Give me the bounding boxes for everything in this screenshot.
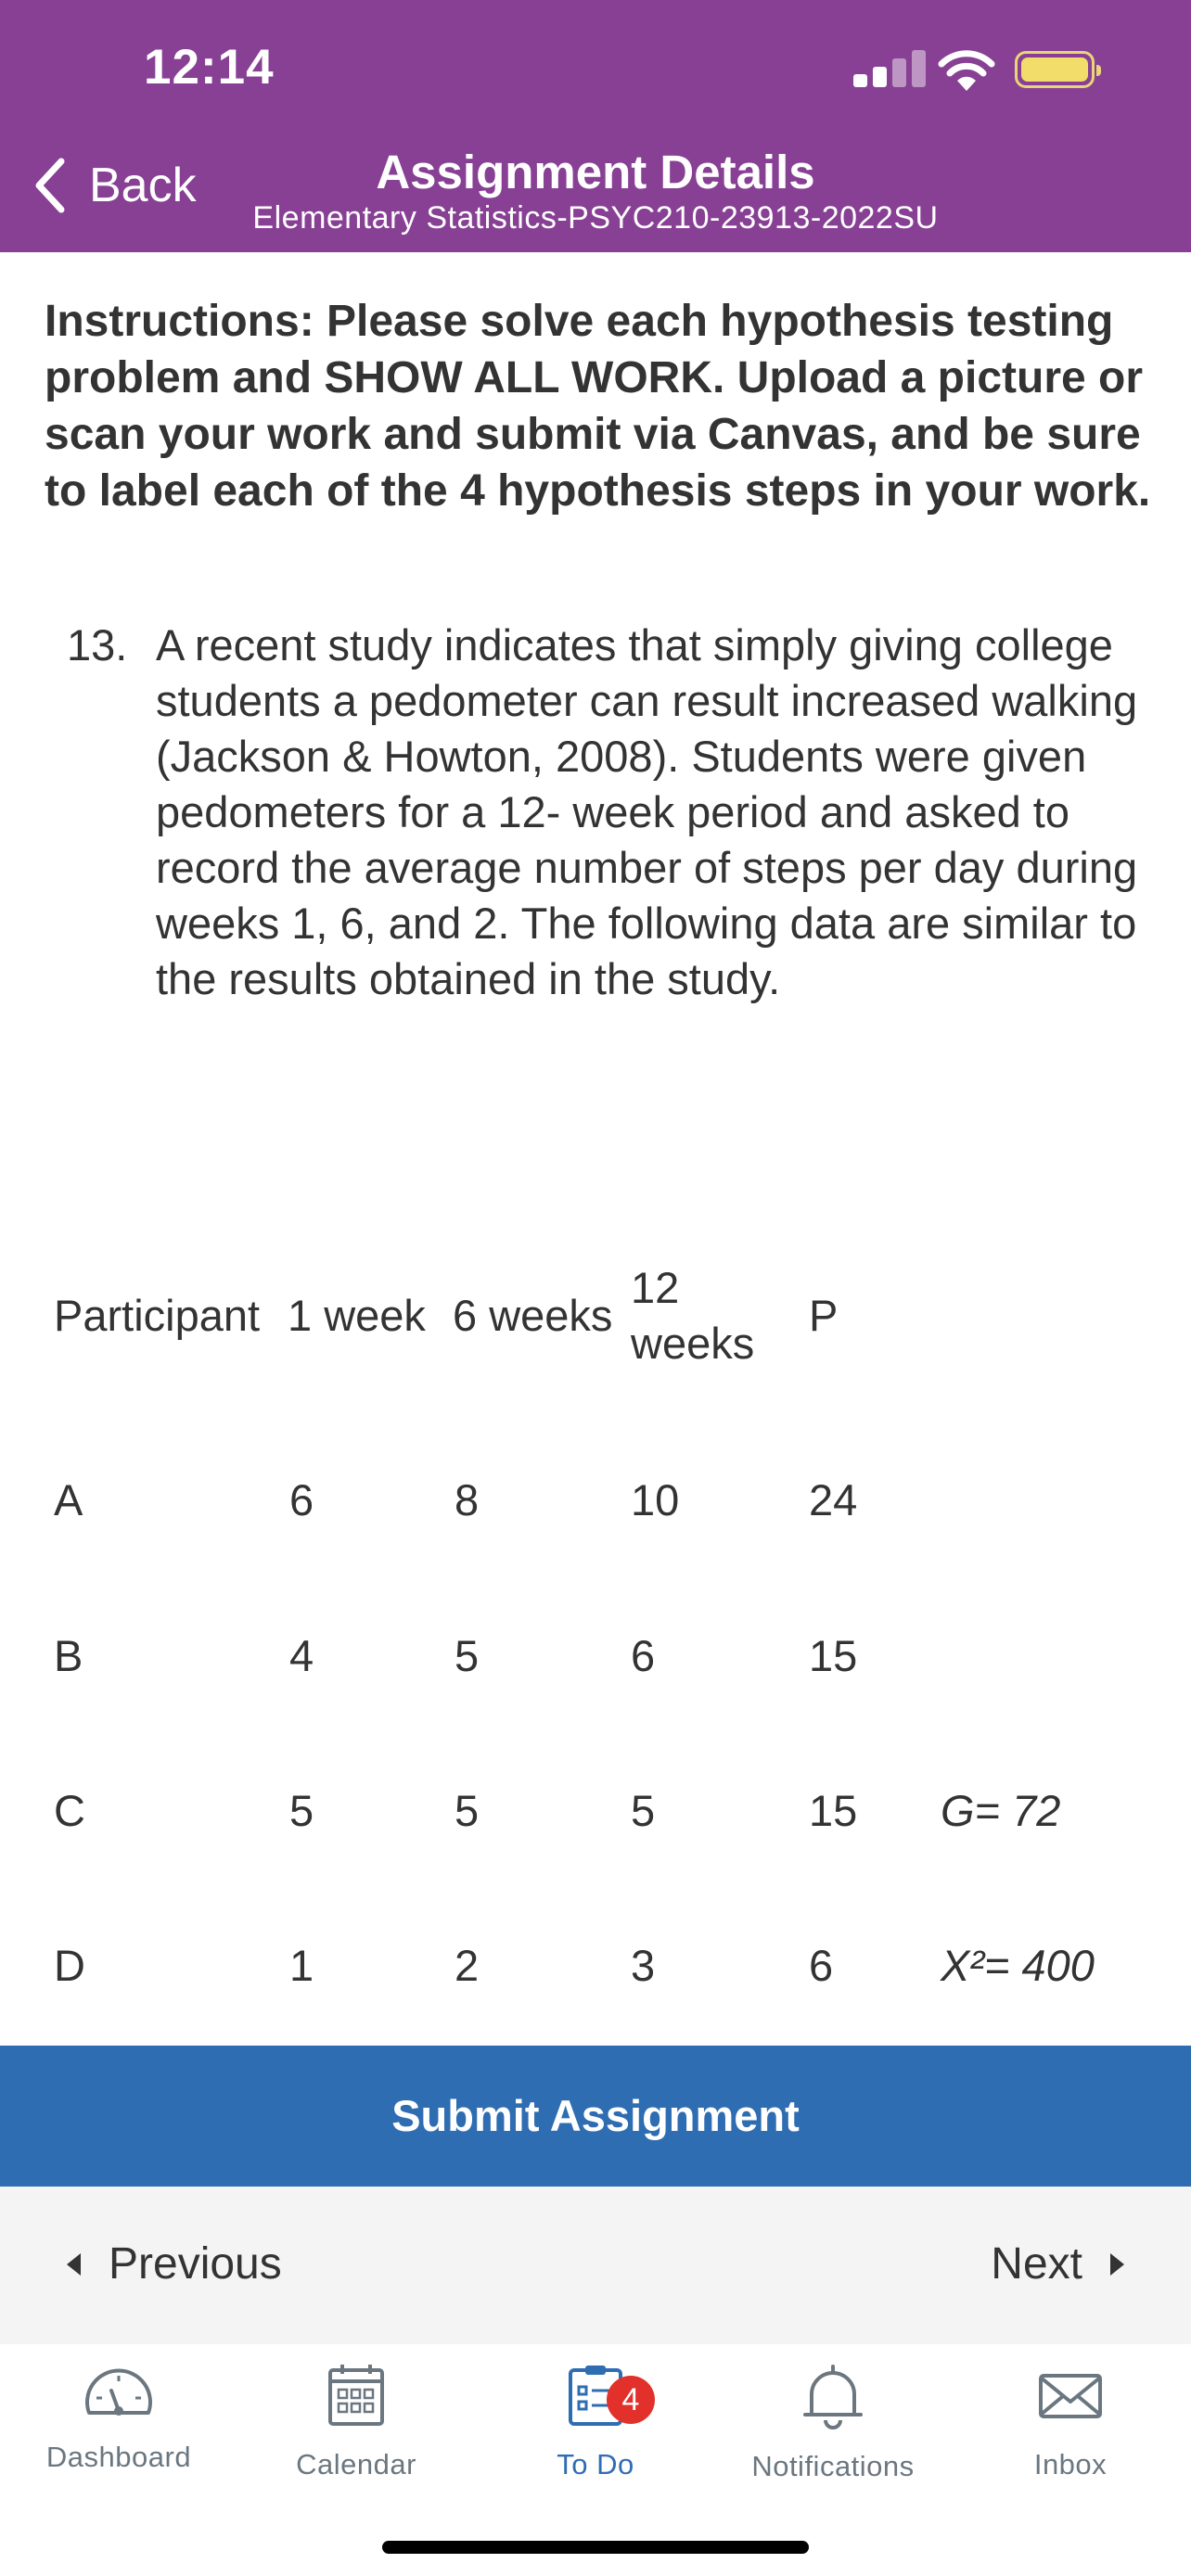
dashboard-icon <box>82 2363 156 2420</box>
table-cell-p: 15 <box>809 1631 858 1680</box>
app-header <box>0 0 1191 252</box>
page-title: Assignment Details <box>376 146 815 198</box>
tab-label: To Do <box>557 2448 634 2480</box>
table-cell-participant: A <box>54 1475 83 1524</box>
tab-label: Inbox <box>1033 2448 1108 2480</box>
mail-icon <box>1038 2363 1103 2428</box>
tab-label: Notifications <box>751 2450 915 2482</box>
caret-left-icon <box>67 2253 81 2276</box>
table-cell-week1: 1 <box>289 1941 314 1990</box>
table-cell-week6: 8 <box>455 1475 480 1524</box>
battery-icon <box>1015 51 1095 88</box>
status-time: 12:14 <box>144 40 275 95</box>
sum-of-squares-label: X²= 400 <box>941 1941 1095 1990</box>
tab-todo[interactable] <box>477 2363 714 2481</box>
tab-inbox[interactable] <box>952 2363 1189 2481</box>
table-cell-week1: 5 <box>289 1786 314 1835</box>
table-cell-week6: 5 <box>455 1631 480 1680</box>
next-label: Next <box>991 2239 1082 2289</box>
table-cell-p: 24 <box>809 1475 858 1524</box>
table-header-week1: 1 week <box>288 1291 426 1340</box>
table-cell-week12: 3 <box>631 1941 656 1990</box>
instructions-text: Instructions: Please solve each hypothesis testing problem and SHOW ALL WORK. Upload a picture or scan your work and submit via Canvas, and be sure to label each of the 4 hypothesis steps in your work. <box>45 297 1151 516</box>
tab-dashboard[interactable] <box>0 2363 237 2474</box>
question-text: A recent study indicates that simply giving college students a pedometer can result increased walking (Jackson & Howton, 2008). Students were given pedometers for a 12- week period and asked to record the average number of steps per day during weeks 1, 6, and 2. The following data are similar to the results obtained in the study. <box>156 620 1138 1003</box>
table-header-participant: Participant <box>54 1291 261 1340</box>
table-cell-week6: 2 <box>455 1941 480 1990</box>
tab-label: Dashboard <box>45 2441 192 2473</box>
back-label: Back <box>89 159 197 212</box>
table-header-week12-line1: 12 <box>631 1263 680 1312</box>
table-cell-week12: 5 <box>631 1786 656 1835</box>
previous-button[interactable] <box>67 2238 282 2289</box>
table-cell-week6: 5 <box>455 1786 480 1835</box>
table-header-week6: 6 weeks <box>453 1291 613 1340</box>
table-cell-week12: 6 <box>631 1631 656 1680</box>
tab-notifications[interactable] <box>714 2363 952 2483</box>
wifi-icon <box>937 50 996 93</box>
question-number: 13. <box>67 620 128 670</box>
table-cell-participant: D <box>54 1941 85 1990</box>
grand-total-label: G= 72 <box>941 1786 1061 1835</box>
table-cell-week12: 10 <box>631 1475 680 1524</box>
course-subtitle: Elementary Statistics-PSYC210-23913-2022SU <box>252 200 939 236</box>
caret-right-icon <box>1110 2253 1124 2276</box>
table-cell-week1: 6 <box>289 1475 314 1524</box>
next-button[interactable] <box>991 2238 1124 2289</box>
home-indicator <box>382 2541 809 2554</box>
table-cell-participant: B <box>54 1631 83 1680</box>
table-cell-p: 15 <box>809 1786 858 1835</box>
table-header-week12-line2: weeks <box>631 1319 755 1368</box>
calendar-icon <box>327 2363 385 2428</box>
table-cell-p: 6 <box>809 1941 834 1990</box>
todo-count-badge: 4 <box>607 2376 655 2424</box>
table-header-p: P <box>809 1291 839 1340</box>
table-cell-week1: 4 <box>289 1631 314 1680</box>
bell-icon <box>800 2363 865 2429</box>
table-cell-participant: C <box>54 1786 85 1835</box>
tab-calendar[interactable] <box>237 2363 475 2481</box>
submit-assignment-button[interactable]: Submit Assignment <box>0 2046 1191 2187</box>
tab-label: Calendar <box>296 2448 416 2480</box>
previous-label: Previous <box>109 2239 282 2289</box>
pager <box>0 2187 1191 2344</box>
